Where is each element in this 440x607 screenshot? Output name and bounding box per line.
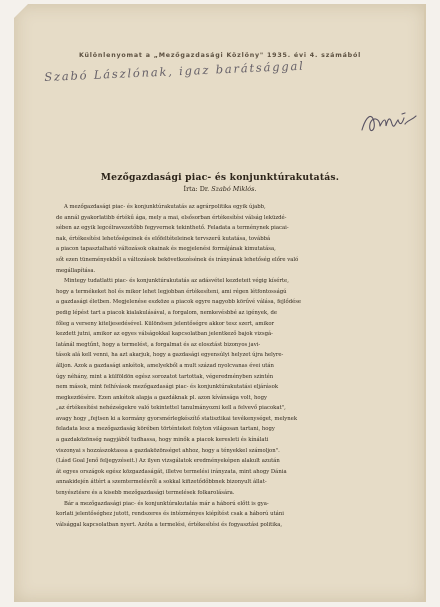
text-line: úgy néhány, mint a külföldön egész sorozatot tartottak, végeredményben szintén <box>56 373 274 380</box>
text-line: korlati jelentőséghez jutott, rendszeres és intézményes kiépítést csak a háború utáni <box>56 511 284 518</box>
text-line: válsággal kapcsolatban nyert. Azóta a termelési, értékesítési és fogyasztási politika, <box>56 521 283 528</box>
text-line: át egyes országok egész közgazdaságát, illetve termelési irányzata, mint ahogy Dánia <box>56 468 287 475</box>
text-line: Mintegy tudatlatti piac- és konjunktúrakutatás az adásvétel kezdeteit végig kísérte, <box>64 278 289 285</box>
text-line: de annál gyakorlatibb értékű ága, mely a mai, elsősorban értékesítési válság leküzdé- <box>56 214 287 221</box>
text-line: álljon. Azok a gazdasági ankétok, amelyekből a mult század nyolcvanas évei után <box>56 362 274 369</box>
text-line: a piacon tapasztalható változások okainak és megjelenési formájának kimutatása, <box>56 246 276 253</box>
folded-corner <box>14 4 28 18</box>
page-edge <box>424 4 426 602</box>
text-line: latánál megtűnt, hogy a termelést, a forgalmat és az elosztást bizonyos javi- <box>56 341 261 348</box>
text-line: főleg a verseny kiteljesedésével. Különösen jelentőségre akkor tesz szert, amikor <box>56 320 275 327</box>
text-line: (Lásd Goal Jenő feljegyzéseit.) Az ilyen vizsgálatok eredményeképen alakult azután <box>56 458 280 465</box>
text-line: megállapítása. <box>56 267 96 274</box>
text-line: feladata lesz a mezőgazdaság körében történteket folyton világosan tartani, hogy <box>56 426 275 433</box>
text-line: viszonyai s hozzászoktassa a gazdaközönséget ahhoz, hogy a tényekkel számoljon". <box>56 447 280 454</box>
paragraph <box>56 202 402 276</box>
text-line: pedig lépést tart a piacok kialakulásával, a forgalom, nemkevésbbé az igények, de <box>56 309 278 316</box>
text-line: hogy a termékeket hol és mikor lehet legjobban értékesíteni, ami régen létfontosságú <box>56 288 287 295</box>
text-line: A mezőgazdasági piac- és konjunktúrakutatás az agrárpolitika egyik újabb, <box>64 204 266 210</box>
text-line: megkezdésére. Ezen ankétok alapja a gazdáknak pl. azon kívánsága volt, hogy <box>56 394 268 401</box>
text-line: „az értékesítési nehézségekre való tekintettel tanulmányozni kell a felvevő piacokat", <box>56 405 286 412</box>
text-line: Bár a mezőgazdasági piac- és konjunktúrakutatás már a háború előtt is gya- <box>64 500 269 507</box>
paragraph <box>56 499 402 531</box>
text-line: a gazdaközönség nagyjából tudhassa, hogy minők a piacok keresleti és kínálati <box>56 437 269 444</box>
text-line: nak, értékesítési lehetőségeinek és előfeltételeinek tervszerű kutatása, továbbá <box>56 235 271 242</box>
offprint-banner: Különlenyomat a „Mezőgazdasági Közlöny" 1935. évi 4. számából <box>78 52 362 59</box>
article-body <box>56 202 402 530</box>
author-name: Szabó Miklós. <box>211 185 257 193</box>
text-line: kezdett jutni, amikor az egyes válságokkal kapcsolatban jelentkező bajok vizsgá- <box>56 331 273 338</box>
text-line: tenyésztésre és a kisebb mezőgazdasági termelések folkarolására. <box>56 490 235 497</box>
paragraph <box>56 276 402 498</box>
text-line: a gazdasági életben. Megjelenése eszköze a piacok egyre nagyobb körűvé válása, fejlődése <box>56 299 302 306</box>
text-line: nem mások, mint felhívások mezőgazdasági piac- és konjunktúrakutatási eljárások <box>56 384 279 391</box>
article-title: Mezőgazdasági piac- és konjunktúrakutatás. <box>100 172 340 183</box>
text-line: sében az egyik legcélravezetőbb fegyvernek tekinthető. Feladata a terménynek piacai- <box>56 225 289 232</box>
author-prefix: Írta: Dr. <box>183 185 210 193</box>
handwritten-signature <box>358 108 418 138</box>
text-line: annakidején áttért a szemtermelésről a sokkal kifizetődőbbnek bizonyult állat- <box>56 479 267 486</box>
handwritten-dedication: Szabó Lászlónak, igaz barátsággal <box>44 58 305 84</box>
article-author <box>14 185 426 193</box>
text-line: sőt ezen tüneményekből a változások bekövetkezésének és irányának lehetőség előre való <box>56 256 299 263</box>
text-line: avagy hogy „fejtsen ki a kormány gyorsmérlegkészítő statisztikai tevékenységet, melynek <box>56 415 298 422</box>
text-line: tások alá kell venni, ha azt akarjuk, hogy a gazdasági egyensúlyi helyzet újra helyre- <box>56 352 284 359</box>
scanned-page <box>14 4 426 602</box>
